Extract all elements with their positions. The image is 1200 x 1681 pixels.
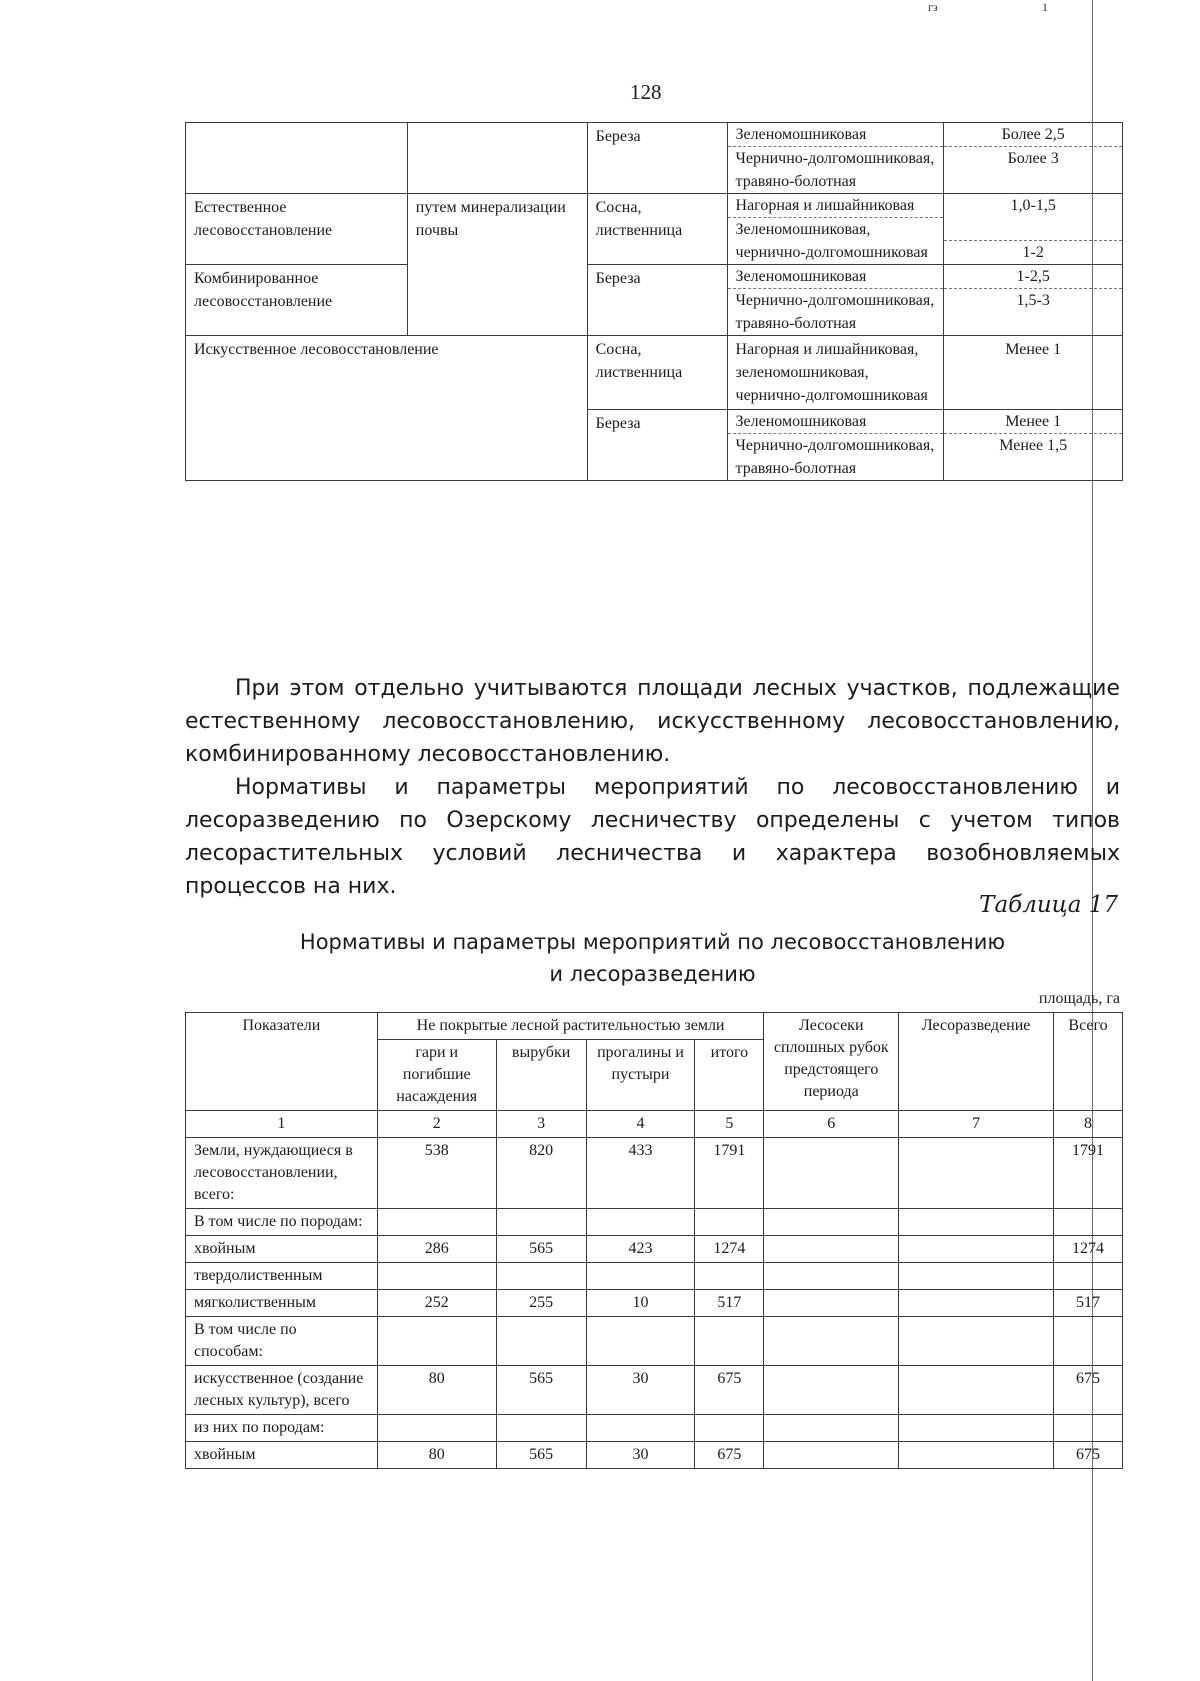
value-cell: 255: [496, 1290, 586, 1317]
species-cell: Сосна, лиственница: [587, 336, 727, 410]
value-cell: [496, 1263, 586, 1290]
header-total: Всего: [1054, 1013, 1123, 1111]
value-cell: [695, 1263, 764, 1290]
value-cell: [695, 1415, 764, 1442]
table-row: [186, 1209, 1123, 1236]
forest-type-cell: [727, 410, 944, 481]
value: 1-2,5: [944, 265, 1122, 289]
forest-type-cell: Нагорная и лишайниковая, зеленомошниковая, чернично-долгомошниковая: [727, 336, 944, 410]
row-label: твердолиственным: [186, 1263, 378, 1290]
value-cell: Менее 1: [944, 336, 1123, 410]
value-cell: [377, 1209, 496, 1236]
value-cell: 30: [586, 1442, 695, 1469]
table-row: [186, 194, 1123, 265]
value-cell: [1054, 1317, 1123, 1366]
value-cell: 80: [377, 1366, 496, 1415]
value-cell: [496, 1317, 586, 1366]
reforestation-norms-table: [185, 1012, 1123, 1469]
forest-type-cell: [727, 123, 944, 194]
value-cell: 30: [586, 1366, 695, 1415]
value: 1,5-3: [1016, 292, 1050, 309]
value-cell: [899, 1317, 1054, 1366]
row-label: из них по породам:: [186, 1415, 378, 1442]
value: Менее 1: [944, 410, 1122, 434]
value-cell: [377, 1263, 496, 1290]
forest-type-cell: [727, 194, 944, 265]
value: Более 3: [1007, 150, 1059, 167]
scan-mark: 1: [1042, 0, 1048, 14]
forest-type: Чернично-долгомошниковая, травяно-болотная: [735, 150, 935, 190]
value-cell: [899, 1138, 1054, 1209]
forest-type-cell: [727, 265, 944, 336]
value-cell: [764, 1366, 899, 1415]
value: 1,0-1,5: [944, 194, 1122, 241]
row-label: В том числе по породам:: [186, 1209, 378, 1236]
value-cell: 433: [586, 1138, 695, 1209]
group-cell: Естественное лесовосстановление: [186, 194, 408, 265]
value-cell: [496, 1209, 586, 1236]
row-label: искусственное (создание лесных культур), всего: [186, 1366, 378, 1415]
table-row: [186, 1366, 1123, 1415]
row-label: хвойным: [186, 1236, 378, 1263]
table-caption: и лесоразведению: [549, 962, 756, 986]
forest-type: Нагорная и лишайниковая: [728, 194, 944, 218]
table-label: Таблица 17: [979, 892, 1118, 918]
header-indicators: Показатели: [186, 1013, 378, 1111]
forest-type: Чернично-долгомошниковая, травяно-болотная: [735, 437, 935, 477]
method-cell: путем минерализации почвы: [407, 194, 587, 336]
header-glades: прогалины и пустыри: [586, 1040, 695, 1111]
header-subtotal: итого: [695, 1040, 764, 1111]
value-cell: [899, 1236, 1054, 1263]
value-cell: [586, 1317, 695, 1366]
column-number: 2: [377, 1111, 496, 1138]
table-row: [186, 1236, 1123, 1263]
value-cell: 820: [496, 1138, 586, 1209]
table-row: [186, 336, 1123, 410]
value-cell: [899, 1290, 1054, 1317]
value-cell: [899, 1442, 1054, 1469]
value-cell: [944, 410, 1123, 481]
value-cell: [944, 123, 1123, 194]
header-not-covered: Не покрытые лесной растительностью земли: [377, 1013, 764, 1040]
page-number: 128: [630, 80, 662, 104]
paragraph: Нормативы и параметры мероприятий по лесовосстановлению и лесоразведению по Озерскому лесничеству определены с учетом типов лесорастительных условий лесничества и характера возобновляемых процессов на них.: [185, 775, 1120, 899]
value-cell: 517: [1054, 1290, 1123, 1317]
value-cell: [586, 1415, 695, 1442]
species-cell: Береза: [587, 123, 727, 194]
value-cell: [377, 1317, 496, 1366]
column-number-row: [186, 1111, 1123, 1138]
group-cell: Искусственное лесовосстановление: [186, 336, 588, 481]
value-cell: [899, 1366, 1054, 1415]
header-burns: гари и погибшие насаждения: [377, 1040, 496, 1111]
forest-type: Зеленомошниковая, чернично-долгомошниковая: [735, 221, 928, 261]
value-cell: [496, 1415, 586, 1442]
header-cuttings: Лесосеки сплошных рубок предстоящего периода: [764, 1013, 899, 1111]
column-number: 6: [764, 1111, 899, 1138]
value: Более 2,5: [944, 123, 1122, 147]
value-cell: 675: [1054, 1442, 1123, 1469]
header-row: [186, 1013, 1123, 1040]
value-cell: 10: [586, 1290, 695, 1317]
table-row: [186, 1317, 1123, 1366]
value-cell: [764, 1442, 899, 1469]
value-cell: [695, 1209, 764, 1236]
value-cell: [944, 194, 1123, 265]
value-cell: [1054, 1263, 1123, 1290]
table-row: [186, 1415, 1123, 1442]
value-cell: 1274: [695, 1236, 764, 1263]
value-cell: 1791: [695, 1138, 764, 1209]
value-cell: 286: [377, 1236, 496, 1263]
value-cell: 565: [496, 1236, 586, 1263]
column-number: 5: [695, 1111, 764, 1138]
table-row: [186, 1263, 1123, 1290]
value-cell: [899, 1209, 1054, 1236]
value-cell: 565: [496, 1366, 586, 1415]
scan-mark: гз: [928, 0, 938, 14]
value-cell: [899, 1415, 1054, 1442]
value-cell: 423: [586, 1236, 695, 1263]
value-cell: 675: [695, 1442, 764, 1469]
value-cell: 252: [377, 1290, 496, 1317]
value: Менее 1,5: [999, 437, 1068, 454]
value-cell: 1791: [1054, 1138, 1123, 1209]
species-cell: Береза: [587, 410, 727, 481]
row-label: хвойным: [186, 1442, 378, 1469]
value-cell: [1054, 1415, 1123, 1442]
table-row: [186, 1138, 1123, 1209]
forest-type: Зеленомошниковая: [728, 123, 944, 147]
method-cell: [407, 123, 587, 194]
value-cell: [695, 1317, 764, 1366]
species-cell: Сосна, лиственница: [587, 194, 727, 265]
value-cell: [764, 1138, 899, 1209]
table-row: [186, 265, 1123, 336]
column-number: 8: [1054, 1111, 1123, 1138]
column-number: 3: [496, 1111, 586, 1138]
value-cell: 538: [377, 1138, 496, 1209]
column-number: 4: [586, 1111, 695, 1138]
value-cell: [764, 1290, 899, 1317]
row-label: В том числе по способам:: [186, 1317, 378, 1366]
species-cell: Береза: [587, 265, 727, 336]
value-cell: [377, 1415, 496, 1442]
table-caption: Нормативы и параметры мероприятий по лесовосстановлению: [299, 930, 1006, 954]
value-cell: 675: [695, 1366, 764, 1415]
value-cell: 517: [695, 1290, 764, 1317]
forest-type: Зеленомошниковая: [728, 410, 944, 434]
group-cell: [186, 123, 408, 194]
value-cell: 80: [377, 1442, 496, 1469]
value: 1-2: [1022, 244, 1044, 261]
column-number: 7: [899, 1111, 1054, 1138]
units-label: площадь, га: [1038, 990, 1120, 1007]
header-clearings: вырубки: [496, 1040, 586, 1111]
value-cell: [586, 1263, 695, 1290]
paragraph: При этом отдельно учитываются площади лесных участков, подлежащие естественному лесовосстановлению, искусственному лесовосстановлению, комбинированному лесовосстановлению.: [185, 676, 1120, 767]
value-cell: [764, 1263, 899, 1290]
row-label: мягколиственным: [186, 1290, 378, 1317]
column-number: 1: [186, 1111, 378, 1138]
row-label: Земли, нуждающиеся в лесовосстановлении, всего:: [186, 1138, 378, 1209]
value-cell: [586, 1209, 695, 1236]
value-cell: 565: [496, 1442, 586, 1469]
value-cell: [899, 1263, 1054, 1290]
value-cell: [944, 265, 1123, 336]
header-afforestation: Лесоразведение: [899, 1013, 1054, 1111]
table-body: [186, 1138, 1123, 1469]
group-cell: Комбинированное лесовосстановление: [186, 265, 408, 336]
forest-type: Зеленомошниковая: [728, 265, 944, 289]
table-row: [186, 1290, 1123, 1317]
value-cell: [764, 1415, 899, 1442]
value-cell: [1054, 1209, 1123, 1236]
value-cell: [764, 1317, 899, 1366]
value-cell: [764, 1236, 899, 1263]
regeneration-methods-table: [185, 122, 1123, 481]
value-cell: 675: [1054, 1366, 1123, 1415]
value-cell: 1274: [1054, 1236, 1123, 1263]
forest-type: Чернично-долгомошниковая, травяно-болотная: [735, 292, 935, 332]
table-row: [186, 1442, 1123, 1469]
table-row: [186, 123, 1123, 194]
value-cell: [764, 1209, 899, 1236]
